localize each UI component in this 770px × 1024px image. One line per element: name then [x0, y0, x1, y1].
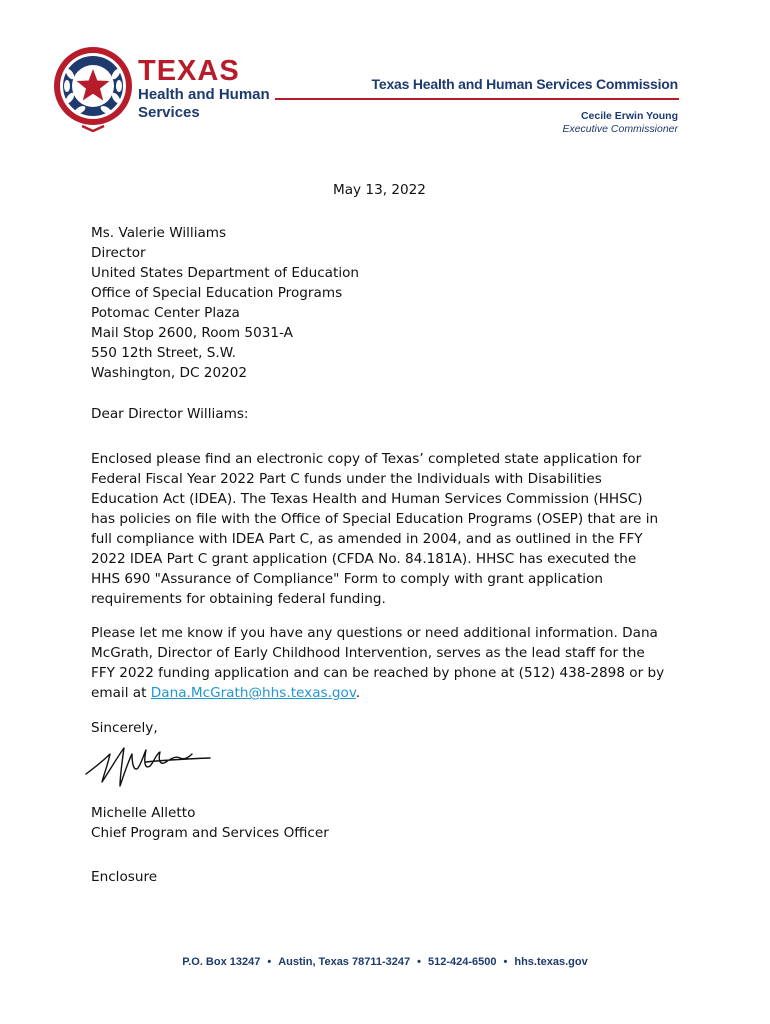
address-line: Director — [91, 245, 146, 261]
footer-phone: 512-424-6500 — [427, 956, 497, 968]
paragraph-line: Federal Fiscal Year 2022 Part C funds under the Individuals with Disabilities — [91, 471, 602, 487]
commissioner-name: Cecile Erwin Young — [580, 110, 678, 122]
salutation: Dear Director Williams: — [91, 406, 249, 422]
body-paragraph-2 — [91, 623, 691, 703]
header-rule — [275, 98, 679, 100]
address-line: Mail Stop 2600, Room 5031-A — [91, 325, 293, 341]
address-line: Ms. Valerie Williams — [91, 225, 227, 241]
email-prefix: email at — [91, 685, 151, 701]
paragraph-line: Education Act (IDEA). The Texas Health and Human Services Commission (HHSC) — [91, 491, 643, 507]
body-paragraph-1 — [91, 449, 691, 609]
closing: Sincerely, — [91, 720, 158, 736]
paragraph-line: FFY 2022 funding application and can be reached by phone at (512) 438-2898 or by — [91, 665, 665, 681]
footer-separator: • — [503, 956, 508, 968]
footer-website[interactable]: hhs.texas.gov — [514, 956, 588, 968]
texas-seal-icon — [52, 44, 134, 132]
footer-contact — [0, 956, 770, 968]
email-suffix: . — [355, 685, 361, 701]
enclosure-note: Enclosure — [91, 869, 158, 885]
agency-name: Texas Health and Human Services Commission — [371, 76, 678, 92]
signer-name: Michelle Alletto — [91, 805, 196, 821]
paragraph-line — [91, 683, 691, 703]
commissioner-title: Executive Commissioner — [562, 123, 678, 135]
recipient-address — [91, 223, 359, 383]
brand-texas: TEXAS — [138, 55, 240, 87]
paragraph-line: Please let me know if you have any questions or need additional information. Dana — [91, 625, 658, 641]
email-link[interactable]: Dana.McGrath@hhs.texas.gov — [150, 685, 356, 701]
paragraph-line: has policies on file with the Office of Special Education Programs (OSEP) that are in — [91, 511, 659, 527]
address-line: 550 12th Street, S.W. — [91, 345, 236, 361]
address-line: Washington, DC 20202 — [91, 365, 248, 381]
footer-separator: • — [417, 956, 421, 968]
footer-city: Austin, Texas 78711-3247 — [278, 956, 411, 968]
footer-separator: • — [267, 956, 272, 968]
handwritten-signature — [84, 740, 214, 792]
brand-line-2: Services — [138, 104, 200, 121]
signer-title: Chief Program and Services Officer — [91, 825, 329, 841]
paragraph-line: requirements for obtaining federal funding. — [91, 591, 386, 607]
paragraph-line: McGrath, Director of Early Childhood Intervention, serves as the lead staff for the — [91, 645, 645, 661]
paragraph-line: HHS 690 "Assurance of Compliance" Form to comply with grant application — [91, 571, 603, 587]
footer-po-box: P.O. Box 13247 — [182, 956, 261, 968]
address-line: United States Department of Education — [91, 265, 360, 281]
paragraph-line: 2022 IDEA Part C grant application (CFDA No. 84.181A). HHSC has executed the — [91, 551, 637, 567]
brand-logotype — [138, 56, 270, 122]
address-line: Office of Special Education Programs — [91, 285, 343, 301]
letter-date: May 13, 2022 — [333, 182, 426, 198]
address-line: Potomac Center Plaza — [91, 305, 240, 321]
commissioner-block — [562, 109, 678, 136]
paragraph-line: full compliance with IDEA Part C, as amended in 2004, and as outlined in the FFY — [91, 531, 643, 547]
paragraph-line: Enclosed please find an electronic copy of Texas’ completed state application for — [91, 451, 642, 467]
brand-line-1: Health and Human — [138, 86, 270, 103]
